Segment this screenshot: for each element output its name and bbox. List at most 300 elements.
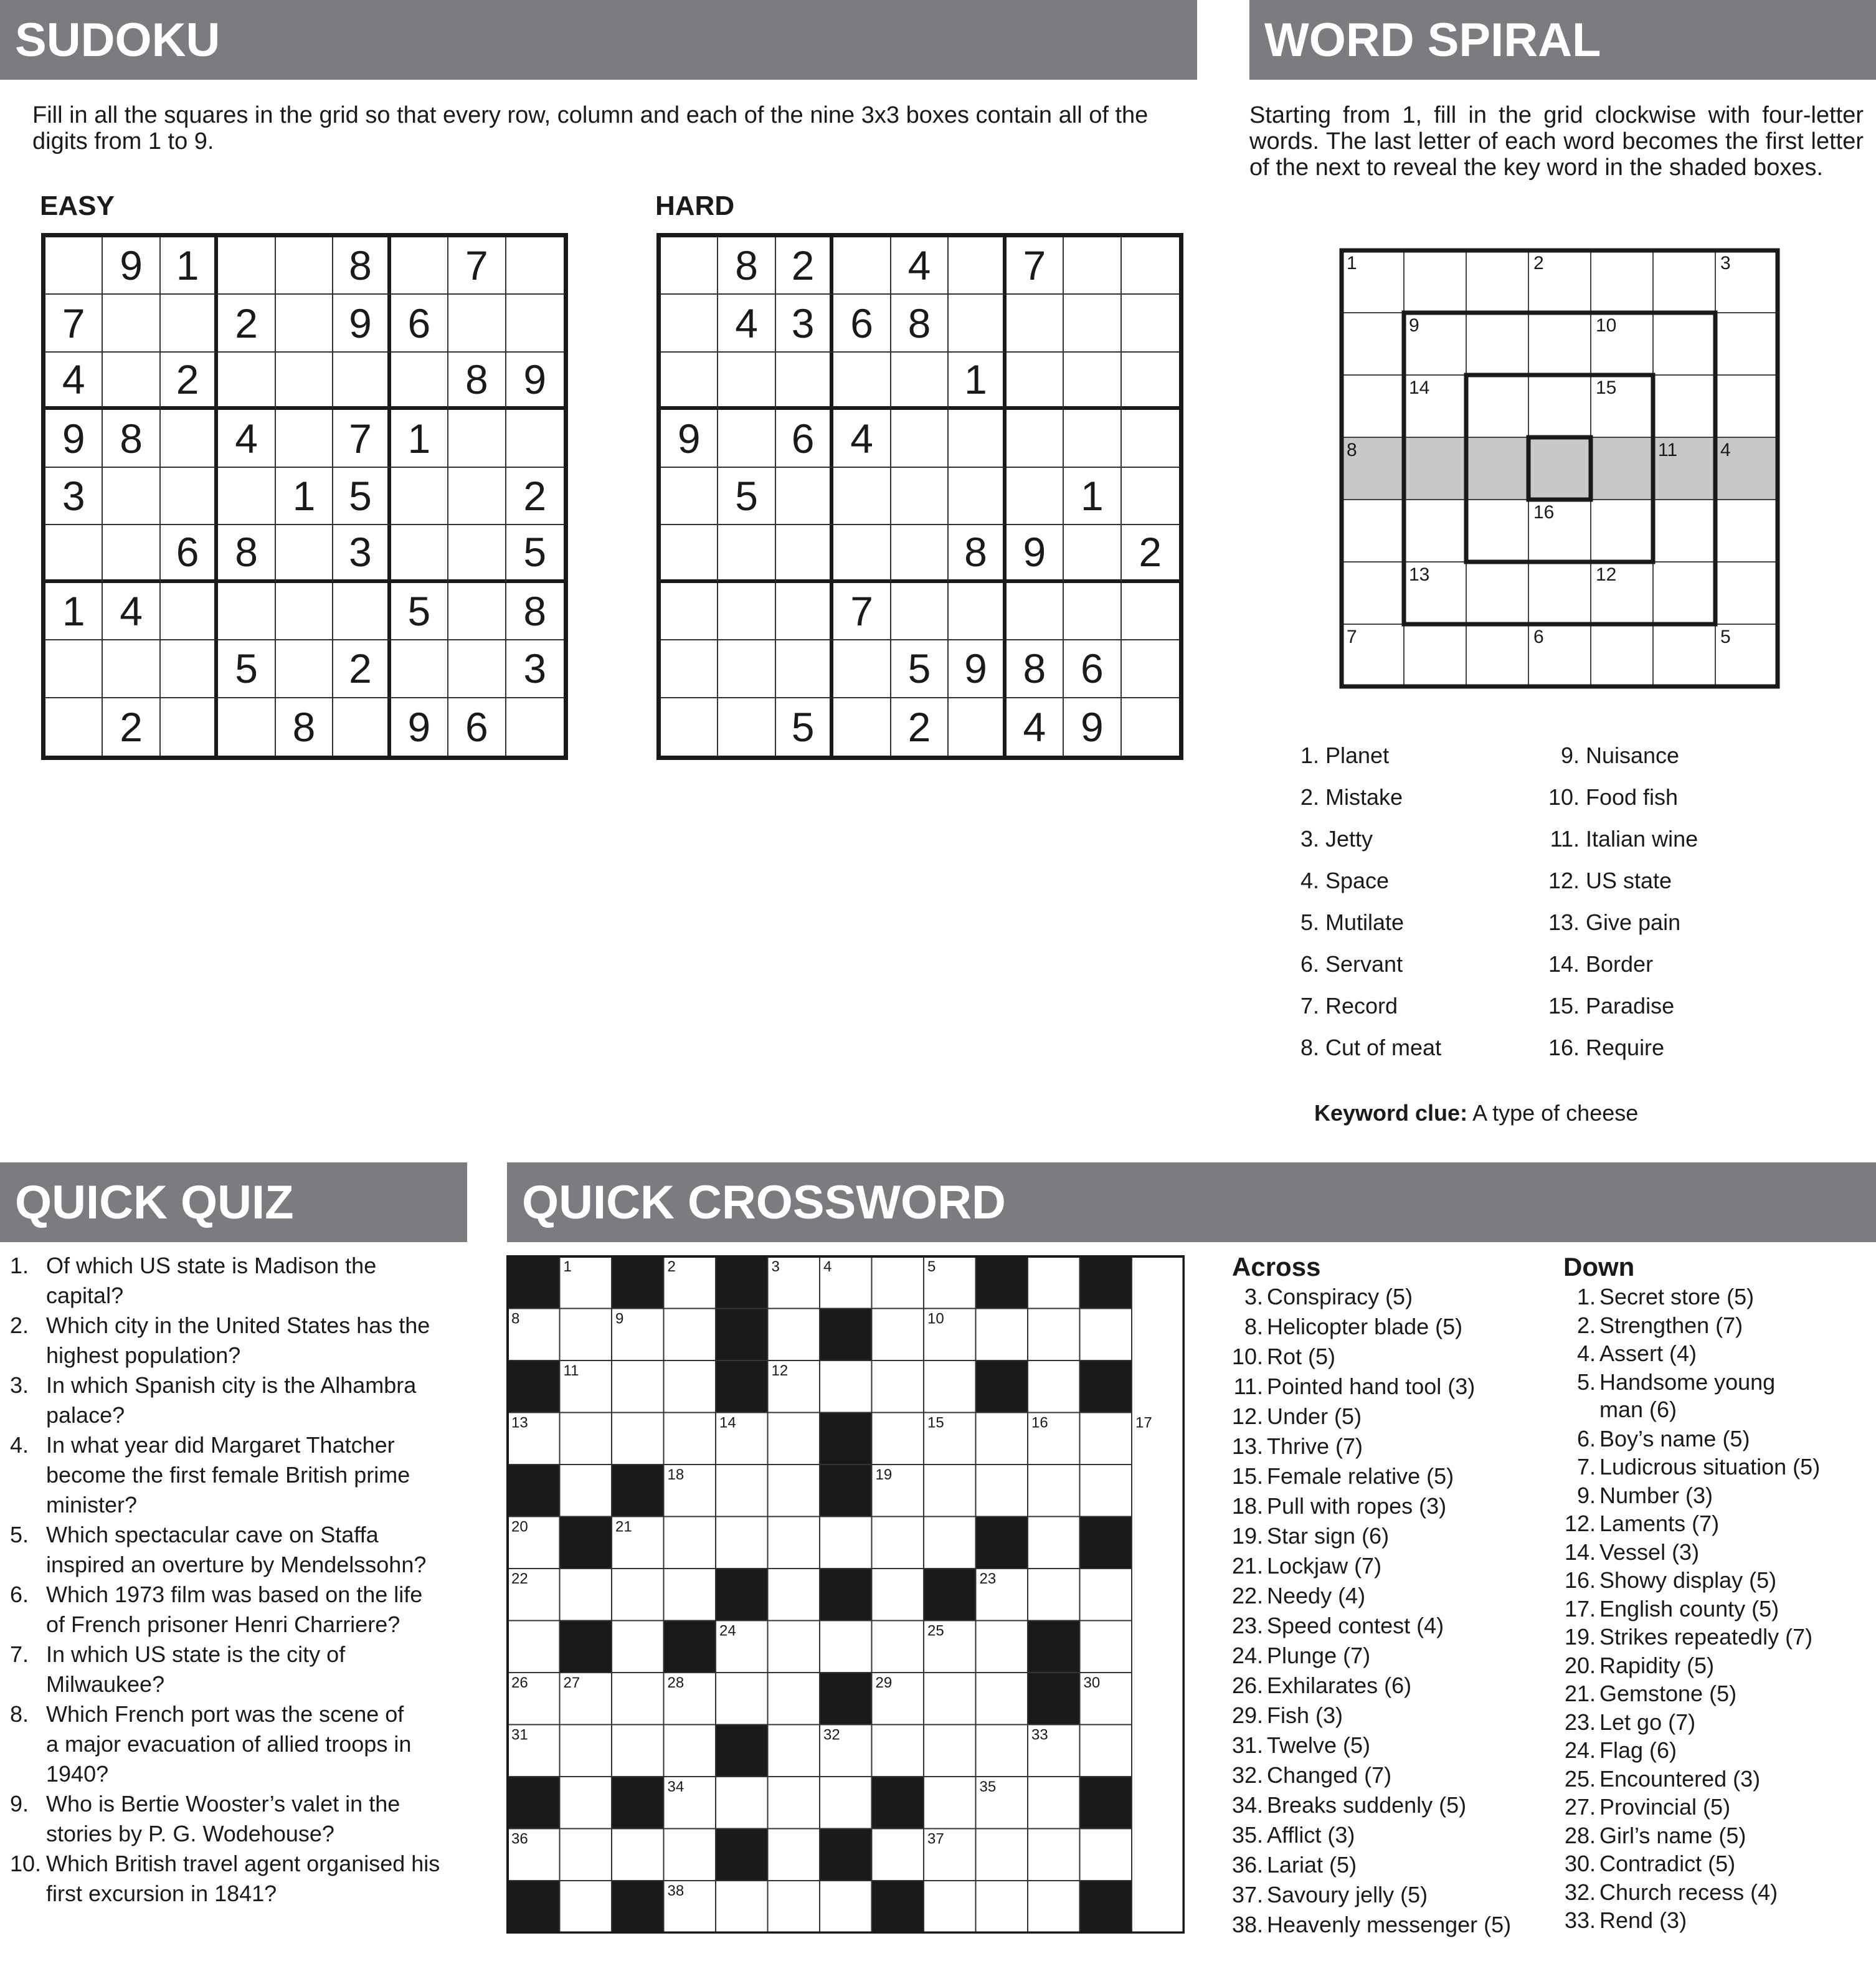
down-clue	[1561, 1879, 1778, 1906]
sudoku-cell: 4	[218, 410, 275, 467]
sudoku-cell	[718, 353, 775, 410]
crossword-white-cell[interactable]	[768, 1413, 820, 1465]
crossword-white-cell[interactable]	[768, 1829, 820, 1881]
crossword-white-cell[interactable]	[924, 1465, 976, 1517]
across-clue	[1228, 1522, 1389, 1550]
sudoku-instructions: Fill in all the squares in the grid so that every row, column and each of the nine 3x3 boxes contain all of the digits from 1 to 9.	[32, 102, 1149, 154]
quiz-question-text: Who is Bertie Wooster’s valet in the	[46, 1791, 400, 1816]
down-clue-text: Vessel (3)	[1599, 1539, 1700, 1565]
across-clue-number: 32.	[1231, 1762, 1263, 1788]
crossword-black-cell	[924, 1569, 976, 1621]
down-clue-number: 9.	[1576, 1482, 1596, 1508]
sudoku-cell	[891, 525, 949, 582]
crossword-white-cell[interactable]	[1080, 1413, 1132, 1465]
sudoku-cell	[45, 640, 103, 698]
crossword-white-cell[interactable]	[716, 1777, 768, 1829]
crossword-black-cell	[1080, 1360, 1132, 1413]
across-clue-number: 12.	[1231, 1403, 1263, 1429]
quiz-question-text: inspired an overture by Mendelssohn?	[46, 1552, 427, 1577]
crossword-black-cell	[612, 1465, 664, 1517]
sudoku-cell: 5	[776, 698, 833, 756]
crossword-white-cell[interactable]	[716, 1673, 768, 1725]
sudoku-cell	[1122, 640, 1179, 698]
sudoku-cell: 4	[45, 353, 103, 410]
quiz-question-text: Which 1973 film was based on the life	[46, 1582, 423, 1607]
spiral-cell	[1653, 375, 1715, 437]
sudoku-cell: 2	[333, 640, 391, 698]
crossword-number: 38	[667, 1883, 685, 1899]
crossword-white-cell[interactable]	[924, 1777, 976, 1829]
spiral-clue-number: 16.	[1548, 1035, 1580, 1060]
crossword-white-cell[interactable]	[716, 1881, 768, 1933]
sudoku-cell	[218, 237, 275, 295]
across-clue	[1228, 1343, 1335, 1370]
spiral-clue-text: Mutilate	[1325, 909, 1405, 935]
sudoku-cell: 4	[891, 237, 949, 295]
crossword-white-cell[interactable]	[820, 1621, 872, 1673]
sudoku-cell: 1	[391, 410, 448, 467]
crossword-number: 14	[719, 1414, 736, 1432]
down-clue-text: Laments (7)	[1599, 1511, 1720, 1536]
sudoku-cell	[1122, 237, 1179, 295]
crossword-number: 24	[719, 1622, 736, 1640]
crossword-black-cell	[820, 1465, 872, 1517]
quiz-question-text: palace?	[46, 1402, 125, 1428]
spiral-clue-number: 10.	[1548, 784, 1580, 810]
across-clue-text: Pointed hand tool (3)	[1267, 1374, 1476, 1399]
across-clue-number: 24.	[1231, 1643, 1263, 1668]
down-clue	[1561, 1765, 1760, 1793]
crossword-white-cell[interactable]	[1080, 1829, 1132, 1881]
sudoku-cell	[1064, 583, 1121, 640]
sudoku-cell	[391, 468, 448, 525]
crossword-number: 16	[1031, 1414, 1048, 1432]
down-clue	[1561, 1850, 1735, 1878]
spiral-number: 9	[1409, 315, 1419, 336]
spiral-number: 3	[1720, 253, 1731, 273]
quiz-question-text: In what year did Margaret Thatcher	[46, 1432, 395, 1458]
crossword-number: 8	[511, 1310, 520, 1327]
across-clue-number: 21.	[1231, 1553, 1263, 1579]
crossword-white-cell[interactable]	[560, 1309, 612, 1361]
crossword-white-cell[interactable]	[1028, 1881, 1080, 1933]
crossword-black-cell	[664, 1621, 716, 1673]
across-clue	[1228, 1373, 1475, 1400]
crossword-white-cell[interactable]	[768, 1517, 820, 1569]
across-clue-text: Afflict (3)	[1267, 1822, 1355, 1848]
word-spiral-grid	[1339, 248, 1788, 696]
sudoku-cell	[833, 525, 891, 582]
crossword-white-cell[interactable]	[976, 1673, 1028, 1725]
quiz-question-text: a major evacuation of allied troops in	[46, 1731, 412, 1757]
crossword-white-cell[interactable]	[976, 1725, 1028, 1777]
crossword-white-cell[interactable]	[820, 1360, 872, 1413]
spiral-cell	[1591, 250, 1653, 313]
sudoku-cell	[833, 640, 891, 698]
sudoku-cell: 5	[718, 468, 775, 525]
sudoku-cell: 8	[448, 353, 506, 410]
crossword-white-cell[interactable]	[924, 1360, 976, 1413]
crossword-white-cell[interactable]	[1080, 1621, 1132, 1673]
spiral-clue-number: 2.	[1300, 784, 1319, 810]
keyword-clue	[1314, 1100, 1638, 1126]
quiz-question-number: 7.	[10, 1641, 29, 1667]
crossword-black-cell	[716, 1309, 768, 1361]
crossword-number: 26	[511, 1674, 528, 1691]
across-clue-text: Needy (4)	[1267, 1583, 1366, 1608]
crossword-white-cell[interactable]	[820, 1517, 872, 1569]
spiral-clue-number: 11.	[1550, 826, 1580, 852]
crossword-white-cell[interactable]	[768, 1673, 820, 1725]
crossword-white-cell[interactable]	[976, 1413, 1028, 1465]
across-clue-number: 18.	[1231, 1493, 1263, 1519]
crossword-white-cell[interactable]	[768, 1309, 820, 1361]
sudoku-cell	[276, 295, 333, 352]
crossword-white-cell[interactable]	[768, 1777, 820, 1829]
down-clue-text: Strengthen (7)	[1599, 1312, 1743, 1338]
spiral-cell	[1466, 562, 1528, 624]
spiral-clue-text: Mistake	[1325, 784, 1403, 810]
spiral-clue-number: 13.	[1548, 909, 1580, 935]
spiral-cell	[1466, 437, 1528, 500]
quiz-question-text: of French prisoner Henri Charriere?	[46, 1612, 400, 1637]
crossword-white-cell[interactable]	[1028, 1465, 1080, 1517]
crossword-white-cell[interactable]	[612, 1725, 664, 1777]
sudoku-cell	[891, 353, 949, 410]
spiral-clue-number: 4.	[1300, 868, 1319, 893]
crossword-white-cell[interactable]	[612, 1673, 664, 1725]
across-clue	[1228, 1433, 1363, 1460]
crossword-white-cell[interactable]	[1028, 1517, 1080, 1569]
quiz-question	[10, 1849, 471, 1909]
quiz-question-text: Milwaukee?	[46, 1671, 165, 1697]
crossword-white-cell[interactable]	[560, 1725, 612, 1777]
sudoku-cell	[1122, 698, 1179, 756]
down-clue	[1561, 1680, 1736, 1707]
spiral-clue-number: 9.	[1560, 743, 1580, 768]
crossword-white-cell[interactable]	[924, 1673, 976, 1725]
crossword-white-cell[interactable]	[560, 1881, 612, 1933]
crossword-white-cell[interactable]	[716, 1465, 768, 1517]
sudoku-cell	[718, 525, 775, 582]
sudoku-cell	[776, 353, 833, 410]
spiral-cell	[1342, 500, 1404, 562]
spiral-number: 1	[1347, 253, 1357, 273]
crossword-white-cell[interactable]	[664, 1829, 716, 1881]
sudoku-cell: 8	[891, 295, 949, 352]
crossword-white-cell[interactable]	[768, 1725, 820, 1777]
crossword-white-cell[interactable]	[820, 1777, 872, 1829]
quiz-question-text: Which spectacular cave on Staffa	[46, 1522, 379, 1547]
sudoku-cell	[448, 295, 506, 352]
quiz-question	[10, 1580, 471, 1640]
sudoku-cell	[661, 353, 718, 410]
crossword-white-cell[interactable]	[1028, 1777, 1080, 1829]
down-clue-number: 1.	[1576, 1284, 1596, 1309]
across-clue-number: 34.	[1231, 1792, 1263, 1818]
down-clue	[1561, 1340, 1697, 1367]
crossword-white-cell[interactable]	[664, 1360, 716, 1413]
sudoku-cell	[891, 410, 949, 467]
spiral-clue-text: Italian wine	[1586, 826, 1698, 852]
sudoku-cell	[1122, 468, 1179, 525]
crossword-white-cell[interactable]	[1028, 1309, 1080, 1361]
crossword-white-cell[interactable]	[612, 1413, 664, 1465]
crossword-white-cell[interactable]	[872, 1829, 924, 1881]
across-clue-number: 22.	[1231, 1583, 1263, 1608]
spiral-clue-text: Require	[1586, 1035, 1665, 1060]
crossword-number: 10	[927, 1310, 944, 1327]
spiral-cell	[1528, 437, 1591, 500]
sudoku-cell	[161, 583, 218, 640]
sudoku-cell: 4	[718, 295, 775, 352]
crossword-number: 32	[823, 1726, 840, 1744]
across-clue	[1228, 1552, 1381, 1580]
sudoku-cell: 7	[833, 583, 891, 640]
sudoku-cell	[1064, 237, 1121, 295]
crossword-white-cell[interactable]	[924, 1725, 976, 1777]
down-clue-text: Number (3)	[1599, 1482, 1713, 1508]
down-clue	[1561, 1369, 1775, 1423]
spiral-number: 15	[1596, 377, 1617, 398]
sudoku-cell	[103, 295, 160, 352]
crossword-number: 23	[979, 1570, 997, 1587]
quiz-question-text: highest population?	[46, 1342, 241, 1368]
sudoku-cell: 2	[506, 468, 564, 525]
crossword-white-cell[interactable]	[560, 1413, 612, 1465]
sudoku-cell	[661, 237, 718, 295]
sudoku-cell	[448, 640, 506, 698]
crossword-white-cell[interactable]	[612, 1829, 664, 1881]
sudoku-cell	[1007, 295, 1064, 352]
spiral-clue-number: 1.	[1300, 743, 1319, 768]
down-clue-number: 32.	[1564, 1879, 1596, 1905]
crossword-white-cell[interactable]	[976, 1309, 1028, 1361]
crossword-white-cell[interactable]	[872, 1413, 924, 1465]
crossword-black-cell	[1080, 1777, 1132, 1829]
down-clue-text: Showy display (5)	[1599, 1567, 1777, 1593]
spiral-cell	[1653, 250, 1715, 313]
spiral-number: 7	[1347, 627, 1357, 647]
quick-quiz-banner	[0, 1162, 467, 1242]
across-clue-number: 10.	[1231, 1344, 1263, 1369]
quiz-question-number: 2.	[10, 1313, 29, 1338]
crossword-white-cell[interactable]	[872, 1517, 924, 1569]
spiral-cell	[1342, 562, 1404, 624]
crossword-white-cell[interactable]	[508, 1621, 560, 1673]
across-clue-number: 15.	[1231, 1463, 1263, 1489]
crossword-white-cell[interactable]	[612, 1621, 664, 1673]
across-clue-number: 8.	[1244, 1314, 1263, 1339]
sudoku-cell	[161, 698, 218, 756]
quiz-question-text: Which French port was the scene of	[46, 1701, 404, 1727]
crossword-white-cell[interactable]	[664, 1517, 716, 1569]
sudoku-cell	[333, 583, 391, 640]
crossword-white-cell[interactable]	[872, 1621, 924, 1673]
crossword-white-cell[interactable]	[560, 1829, 612, 1881]
down-clue-text: Provincial (5)	[1599, 1794, 1731, 1820]
spiral-clue-number: 8.	[1300, 1035, 1319, 1060]
crossword-white-cell[interactable]	[664, 1725, 716, 1777]
crossword-white-cell[interactable]	[664, 1569, 716, 1621]
crossword-white-cell[interactable]	[872, 1725, 924, 1777]
sudoku-cell	[949, 698, 1006, 756]
crossword-white-cell[interactable]	[1080, 1725, 1132, 1777]
across-clue	[1228, 1642, 1370, 1669]
sudoku-cell	[276, 525, 333, 582]
quiz-question-text: 1940?	[46, 1761, 109, 1787]
crossword-white-cell[interactable]	[768, 1465, 820, 1517]
spiral-cell	[1715, 500, 1778, 562]
crossword-black-cell	[560, 1621, 612, 1673]
quiz-question-text: Which city in the United States has the	[46, 1313, 430, 1338]
crossword-white-cell[interactable]	[872, 1256, 924, 1309]
crossword-white-cell[interactable]	[768, 1569, 820, 1621]
keyword-clue-label: Keyword clue:	[1314, 1100, 1468, 1126]
crossword-white-cell[interactable]	[1028, 1360, 1080, 1413]
sudoku-cell	[1007, 410, 1064, 467]
sudoku-cell	[448, 410, 506, 467]
sudoku-cell	[218, 353, 275, 410]
sudoku-cell: 9	[949, 640, 1006, 698]
down-clue-number: 14.	[1564, 1539, 1596, 1565]
sudoku-cell: 3	[776, 295, 833, 352]
quiz-question	[10, 1370, 471, 1430]
quick-quiz-title: QUICK QUIZ	[15, 1175, 294, 1229]
crossword-white-cell[interactable]	[1080, 1569, 1132, 1621]
crossword-white-cell[interactable]	[924, 1517, 976, 1569]
crossword-white-cell[interactable]	[560, 1465, 612, 1517]
crossword-white-cell[interactable]	[664, 1413, 716, 1465]
hard-label: HARD	[655, 191, 735, 221]
crossword-white-cell[interactable]	[872, 1569, 924, 1621]
crossword-black-cell	[716, 1256, 768, 1309]
down-clue	[1561, 1482, 1713, 1509]
crossword-white-cell[interactable]	[1080, 1465, 1132, 1517]
spiral-cell	[1466, 500, 1528, 562]
spiral-clue-number: 15.	[1548, 993, 1580, 1018]
spiral-number: 6	[1533, 627, 1544, 647]
sudoku-cell	[276, 583, 333, 640]
easy-label: EASY	[40, 191, 115, 221]
crossword-black-cell	[872, 1881, 924, 1933]
down-clue	[1561, 1595, 1779, 1623]
down-clue-text: Assert (4)	[1599, 1341, 1697, 1366]
quiz-question	[10, 1789, 471, 1849]
crossword-white-cell[interactable]	[664, 1309, 716, 1361]
crossword-white-cell[interactable]	[716, 1517, 768, 1569]
crossword-white-cell[interactable]	[924, 1881, 976, 1933]
sudoku-cell	[1064, 295, 1121, 352]
crossword-white-cell[interactable]	[612, 1569, 664, 1621]
sudoku-cell	[103, 525, 160, 582]
crossword-number: 28	[667, 1674, 685, 1691]
down-clue	[1561, 1539, 1699, 1566]
sudoku-cell	[1064, 525, 1121, 582]
crossword-number: 19	[875, 1466, 893, 1483]
sudoku-cell: 1	[45, 583, 103, 640]
across-clue-number: 29.	[1231, 1702, 1263, 1728]
crossword-black-cell	[1028, 1673, 1080, 1725]
crossword-white-cell[interactable]	[560, 1777, 612, 1829]
across-clue-text: Star sign (6)	[1267, 1523, 1390, 1549]
sudoku-cell: 5	[218, 640, 275, 698]
across-clue-text: Exhilarates (6)	[1267, 1673, 1412, 1698]
crossword-white-cell[interactable]	[1080, 1309, 1132, 1361]
sudoku-cell	[1007, 468, 1064, 525]
across-clue-text: Lariat (5)	[1267, 1852, 1357, 1878]
sudoku-cell	[833, 698, 891, 756]
crossword-number: 31	[511, 1726, 528, 1744]
sudoku-banner	[0, 0, 1197, 80]
quiz-question-number: 10.	[10, 1851, 42, 1876]
spiral-clue	[1547, 743, 1679, 769]
sudoku-cell: 2	[103, 698, 160, 756]
sudoku-cell: 9	[391, 698, 448, 756]
down-clue-number: 6.	[1576, 1425, 1596, 1451]
sudoku-cell	[333, 353, 391, 410]
crossword-number: 7	[1083, 1258, 1092, 1275]
crossword-white-cell[interactable]	[976, 1621, 1028, 1673]
sudoku-cell: 6	[776, 410, 833, 467]
crossword-white-cell[interactable]	[872, 1360, 924, 1413]
crossword-white-cell[interactable]	[976, 1829, 1028, 1881]
across-clue	[1228, 1672, 1411, 1699]
down-clue	[1561, 1283, 1754, 1311]
crossword-black-cell	[820, 1413, 872, 1465]
spiral-cell	[1653, 313, 1715, 375]
sudoku-cell	[161, 295, 218, 352]
crossword-white-cell[interactable]	[768, 1621, 820, 1673]
crossword-white-cell[interactable]	[612, 1360, 664, 1413]
crossword-white-cell[interactable]	[768, 1881, 820, 1933]
sudoku-cell	[506, 295, 564, 352]
down-clue-text: Strikes repeatedly (7)	[1599, 1624, 1813, 1650]
crossword-white-cell[interactable]	[1028, 1829, 1080, 1881]
spiral-clue	[1287, 909, 1404, 936]
sudoku-cell	[161, 640, 218, 698]
across-clue	[1228, 1582, 1365, 1610]
down-clue-text: Handsome young	[1599, 1369, 1776, 1395]
sudoku-cell	[218, 583, 275, 640]
crossword-black-cell	[508, 1360, 560, 1413]
sudoku-cell: 1	[949, 353, 1006, 410]
sudoku-cell	[218, 698, 275, 756]
across-clue-text: Helicopter blade (5)	[1267, 1314, 1463, 1339]
crossword-white-cell[interactable]	[1028, 1569, 1080, 1621]
sudoku-cell: 9	[1007, 525, 1064, 582]
crossword-white-cell[interactable]	[1028, 1256, 1080, 1309]
crossword-number: 21	[615, 1518, 632, 1536]
spiral-clue-text: Cut of meat	[1325, 1035, 1442, 1060]
crossword-white-cell[interactable]	[560, 1569, 612, 1621]
crossword-white-cell[interactable]	[820, 1881, 872, 1933]
quiz-question-number: 3.	[10, 1372, 29, 1398]
crossword-white-cell[interactable]	[976, 1465, 1028, 1517]
quick-crossword-banner	[507, 1162, 1876, 1242]
crossword-white-cell[interactable]	[976, 1881, 1028, 1933]
sudoku-cell	[45, 525, 103, 582]
spiral-clue	[1547, 868, 1672, 894]
spiral-clue	[1547, 993, 1674, 1019]
across-clue	[1228, 1612, 1444, 1640]
crossword-black-cell	[508, 1465, 560, 1517]
sudoku-cell: 1	[276, 468, 333, 525]
crossword-black-cell	[820, 1829, 872, 1881]
sudoku-cell: 6	[391, 295, 448, 352]
crossword-black-cell	[716, 1569, 768, 1621]
crossword-white-cell[interactable]	[872, 1309, 924, 1361]
